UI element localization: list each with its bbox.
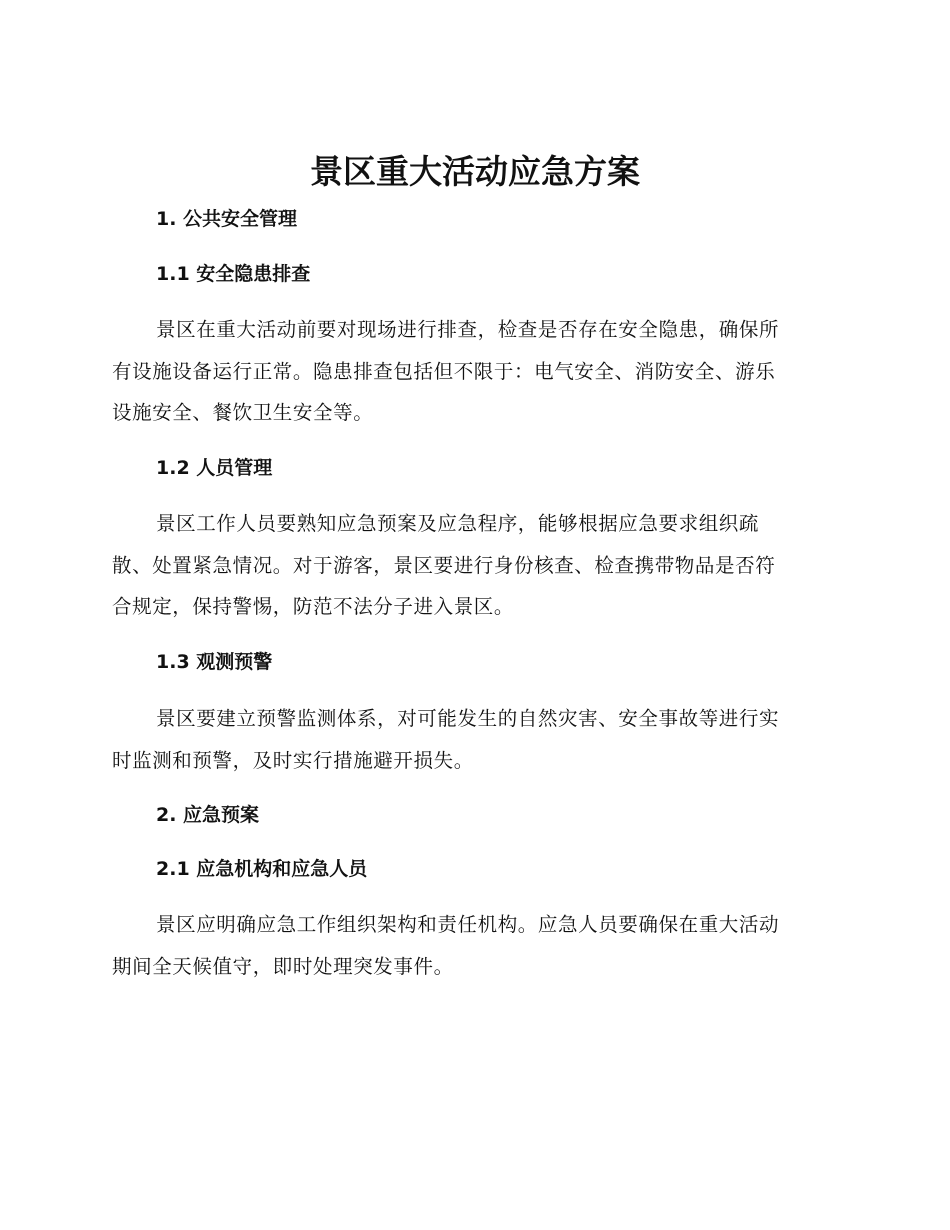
paragraph-1-1 (112, 309, 830, 434)
subsection-heading-1-1: 1.1 安全隐患排查 (156, 263, 311, 285)
paragraph-line: 设施安全、餐饮卫生安全等。 (112, 401, 374, 424)
subsection-heading-1-3: 1.3 观测预警 (156, 651, 273, 673)
paragraph-line: 景区工作人员要熟知应急预案及应急程序，能够根据应急要求组织疏 (156, 512, 760, 535)
paragraph-line: 期间全天候值守，即时处理突发事件。 (112, 954, 454, 978)
subsection-heading-2-1: 2.1 应急机构和应急人员 (156, 858, 368, 880)
paragraph-line: 时监测和预警，及时实行措施避开损失。 (112, 748, 474, 772)
subsection-heading-1-2: 1.2 人员管理 (156, 457, 273, 479)
paragraph-line: 散、处置紧急情况。对于游客，景区要进行身份核查、检查携带物品是否符 (112, 553, 776, 577)
document-title: 景区重大活动应急方案 (310, 152, 640, 191)
paragraph-2-1 (112, 904, 830, 987)
paragraph-1-2 (112, 503, 830, 628)
paragraph-line: 景区应明确应急工作组织架构和责任机构。应急人员要确保在重大活动 (156, 913, 780, 936)
paragraph-line: 有设施设备运行正常。隐患排查包括但不限于：电气安全、消防安全、游乐 (112, 359, 776, 383)
paragraph-line: 景区在重大活动前要对现场进行排查，检查是否存在安全隐患，确保所 (156, 318, 780, 341)
paragraph-1-3 (112, 698, 830, 781)
section-heading-2: 2. 应急预案 (156, 804, 260, 826)
section-heading-1: 1. 公共安全管理 (156, 208, 298, 230)
paragraph-line: 合规定，保持警惕，防范不法分子进入景区。 (112, 595, 515, 618)
paragraph-line: 景区要建立预警监测体系，对可能发生的自然灾害、安全事故等进行实 (156, 707, 780, 730)
